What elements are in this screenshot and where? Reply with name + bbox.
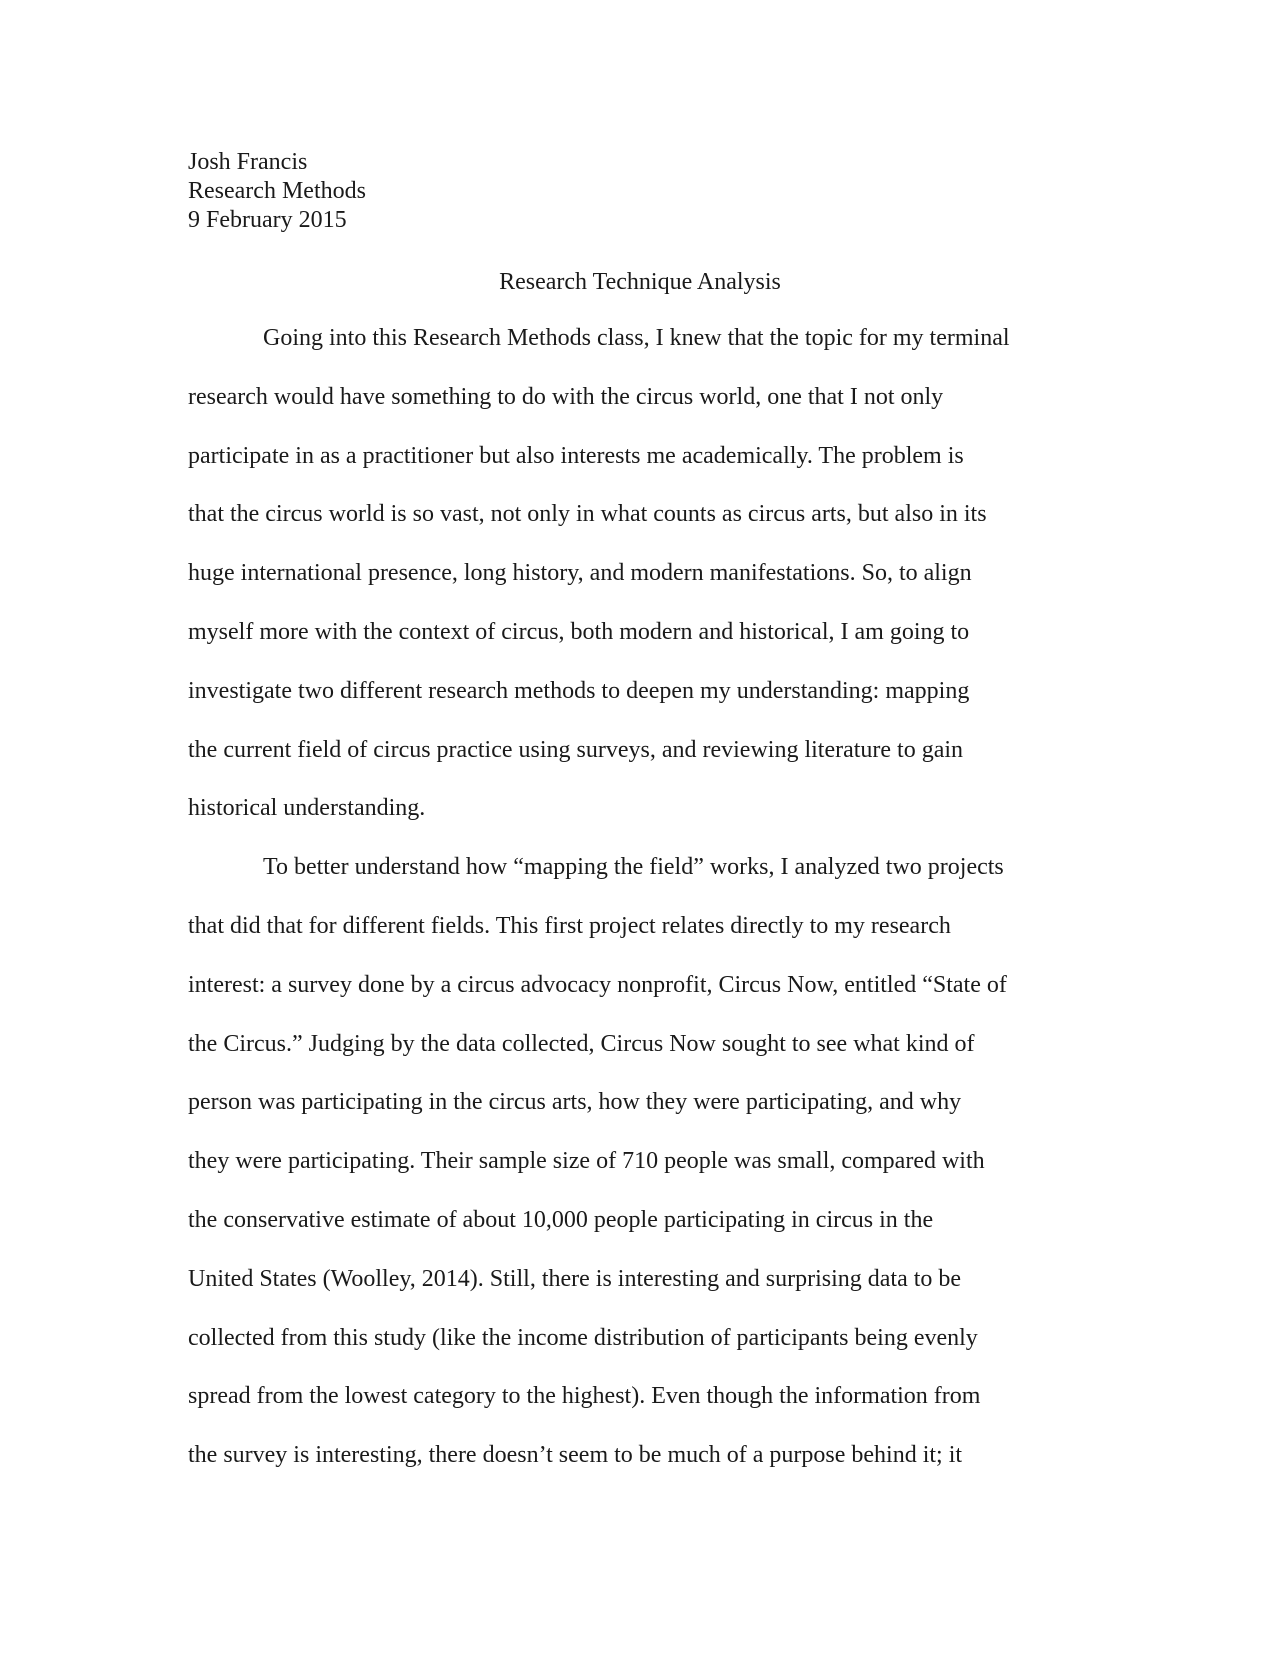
paragraph-1-line: participate in as a practitioner but also interests me academically. The problem is [188, 442, 964, 469]
paragraph-2-line: person was participating in the circus arts, how they were participating, and why [188, 1089, 962, 1116]
paragraph-2-line: To better understand how “mapping the field” works, I analyzed two projects [263, 854, 1004, 881]
paragraph-1-line: the current field of circus practice using surveys, and reviewing literature to gain [188, 736, 964, 763]
paragraph-2-line: the survey is interesting, there doesn’t seem to be much of a purpose behind it; it [188, 1442, 963, 1469]
paragraph-2-line: that did that for different fields. This first project relates directly to my research [188, 912, 951, 939]
paragraph-1-line: Going into this Research Methods class, I knew that the topic for my terminal [263, 325, 1010, 351]
paragraph-1-line: historical understanding. [188, 795, 426, 822]
paragraph-2-line: United States (Woolley, 2014). Still, there is interesting and surprising data to be [188, 1265, 962, 1292]
paragraph-1-line: research would have something to do with the circus world, one that I not only [188, 383, 944, 410]
document-body [188, 323, 1092, 1499]
paragraph-1-line: investigate two different research methods to deepen my understanding: mapping [188, 677, 970, 704]
document-title: Research Technique Analysis [499, 269, 781, 295]
paragraph-2-line: the Circus.” Judging by the data collected, Circus Now sought to see what kind of [188, 1030, 975, 1057]
paragraph-2-line: interest: a survey done by a circus advocacy nonprofit, Circus Now, entitled “State of [188, 971, 1007, 998]
author-name: Josh Francis [188, 149, 308, 175]
paragraph-2-line: collected from this study (like the income distribution of participants being evenly [188, 1324, 978, 1351]
document-date: 9 February 2015 [188, 207, 347, 233]
document-header [188, 148, 366, 235]
course-name: Research Methods [188, 178, 366, 204]
paragraph-1-line: huge international presence, long history, and modern manifestations. So, to align [188, 560, 972, 587]
paragraph-2-line: spread from the lowest category to the highest). Even though the information from [188, 1383, 981, 1410]
paragraph-1-line: myself more with the context of circus, both modern and historical, I am going to [188, 618, 970, 645]
paragraph-2-line: the conservative estimate of about 10,000 people participating in circus in the [188, 1206, 934, 1233]
paragraph-1-line: that the circus world is so vast, not only in what counts as circus arts, but also in its [188, 501, 987, 528]
paragraph-2-line: they were participating. Their sample size of 710 people was small, compared with [188, 1148, 985, 1175]
